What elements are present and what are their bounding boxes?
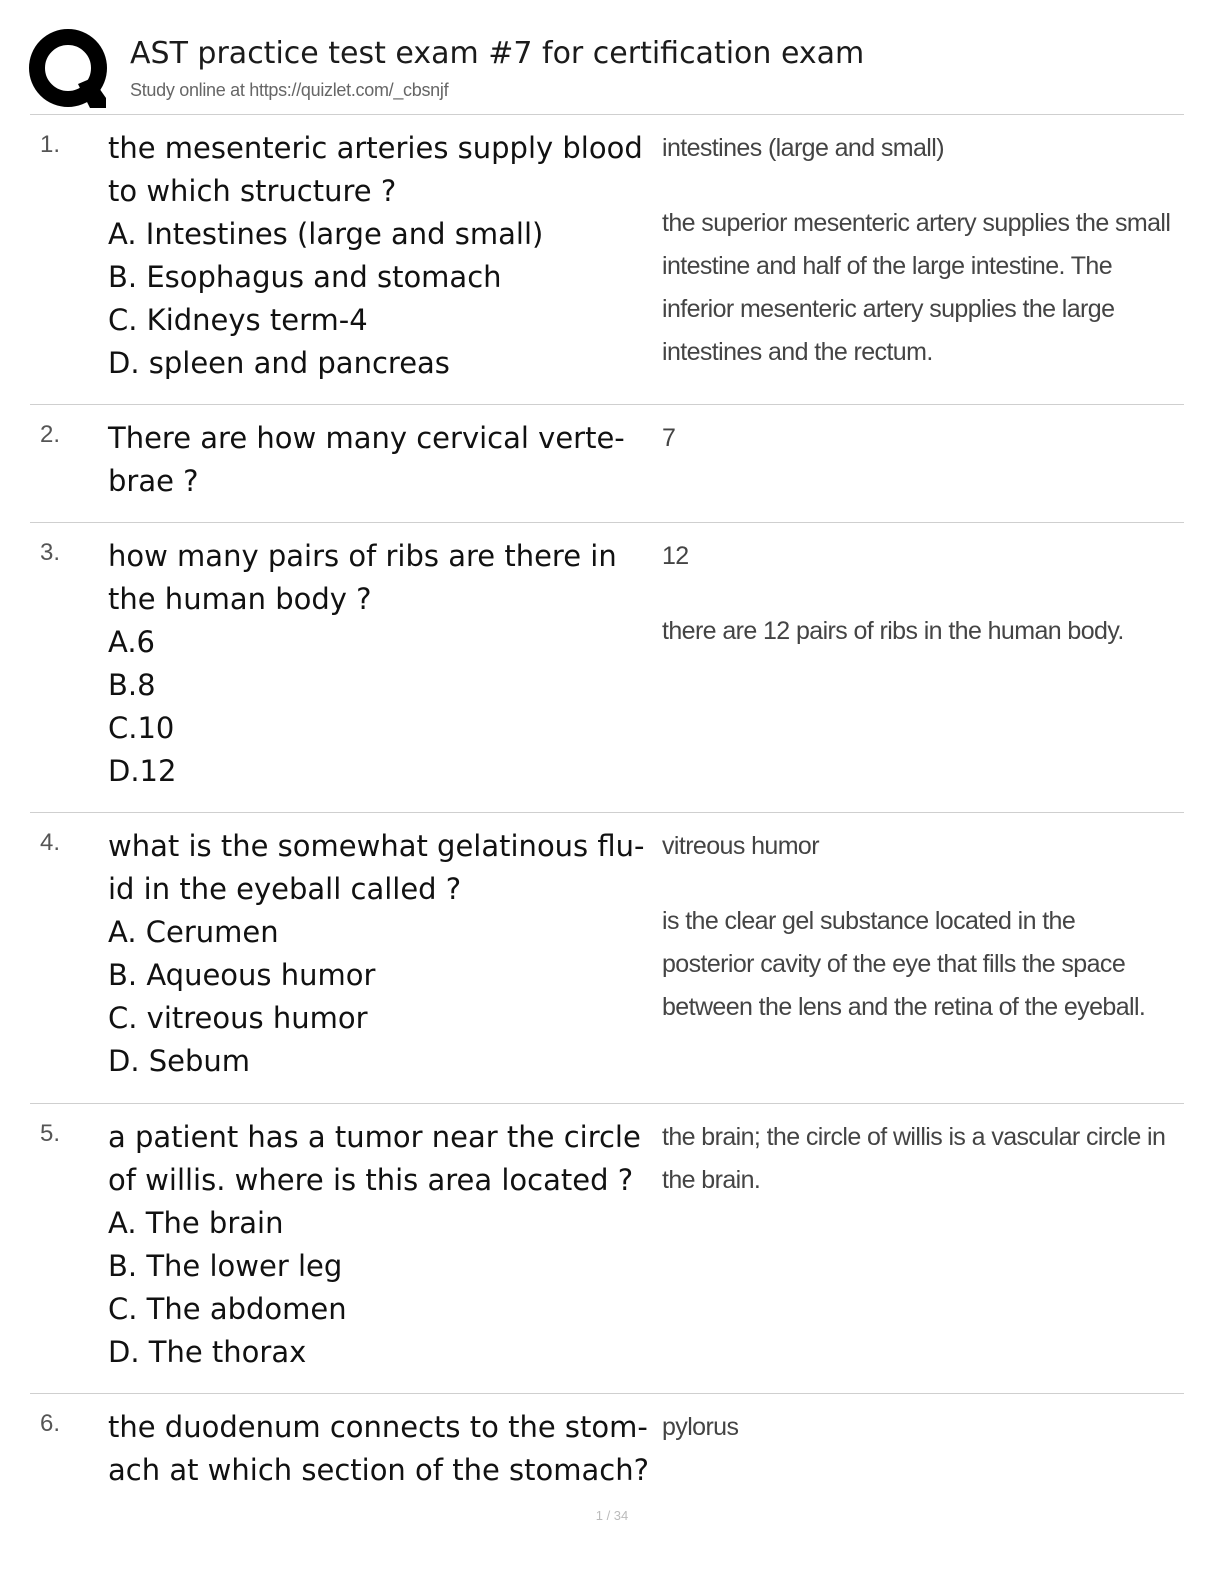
option-c: C. Kidneys term-4 (108, 303, 368, 337)
quizlet-logo-icon (28, 28, 112, 112)
option-d: D.12 (108, 754, 177, 788)
study-online-link[interactable]: Study online at https://quizlet.com/_cbsnjf (130, 80, 449, 100)
question-line: There are how many cervical verte- (108, 421, 625, 455)
answer-text: pylorus (662, 1413, 739, 1441)
question-line: brae ? (108, 464, 199, 498)
explanation-text: there are 12 pairs of ribs in the human body. (662, 617, 1124, 645)
option-a: A.6 (108, 625, 155, 659)
question-text (108, 535, 664, 793)
option-d: D. Sebum (108, 1044, 251, 1078)
question-line: id in the eyeball called ? (108, 872, 462, 906)
option-c: C. The abdomen (108, 1292, 347, 1326)
page-number: 1 / 34 (595, 1508, 629, 1523)
option-c: C.10 (108, 711, 175, 745)
question-text (108, 1116, 664, 1374)
answer-text: 7 (662, 424, 676, 452)
question-text (108, 825, 664, 1083)
card-number: 3. (40, 539, 61, 566)
option-a: A. Cerumen (108, 915, 279, 949)
question-line: to which structure ? (108, 174, 397, 208)
option-d: D. The thorax (108, 1335, 307, 1369)
option-b: B. Aqueous humor (108, 958, 376, 992)
question-line: a patient has a tumor near the circle (108, 1120, 641, 1154)
question-line: what is the somewhat gelatinous flu- (108, 829, 645, 863)
answer-block (662, 417, 1172, 460)
divider (30, 1393, 1184, 1394)
card-number: 1. (40, 131, 61, 158)
question-line: of willis. where is this area located ? (108, 1163, 634, 1197)
card-number: 6. (40, 1410, 61, 1437)
answer-text: vitreous humor (662, 832, 819, 860)
explanation-text: the superior mesenteric artery supplies the small intestine and half of the large intestine. The inferior mesenteric artery supplies the large intestines and the rectum. (662, 209, 1171, 366)
question-line: the human body ? (108, 582, 372, 616)
divider (30, 812, 1184, 813)
answer-text: intestines (large and small) (662, 134, 944, 162)
divider (30, 1103, 1184, 1104)
divider (30, 522, 1184, 523)
option-a: A. Intestines (large and small) (108, 217, 544, 251)
question-line: how many pairs of ribs are there in (108, 539, 617, 573)
answer-block (662, 127, 1172, 374)
page-title: AST practice test exam #7 for certification exam (130, 36, 865, 71)
option-b: B.8 (108, 668, 156, 702)
explanation-text: is the clear gel substance located in the posterior cavity of the eye that fills the space between the lens and the retina of the eyeball. (662, 907, 1146, 1021)
question-line: ach at which section of the stomach? (108, 1453, 649, 1487)
page-header (28, 28, 1188, 114)
divider (30, 114, 1184, 115)
answer-text: the brain; the circle of willis is a vascular circle in the brain. (662, 1123, 1166, 1194)
answer-text: 12 (662, 542, 689, 570)
option-b: B. Esophagus and stomach (108, 260, 502, 294)
question-text (108, 127, 664, 385)
card-number: 4. (40, 829, 61, 856)
answer-block (662, 825, 1172, 1029)
question-text (108, 417, 664, 503)
question-line: the mesenteric arteries supply blood (108, 131, 643, 165)
divider (30, 404, 1184, 405)
card-number: 2. (40, 421, 61, 448)
answer-block (662, 535, 1172, 653)
card-number: 5. (40, 1120, 61, 1147)
question-text (108, 1406, 664, 1492)
answer-block (662, 1116, 1172, 1202)
answer-block (662, 1406, 1172, 1449)
question-line: the duodenum connects to the stom- (108, 1410, 648, 1444)
option-c: C. vitreous humor (108, 1001, 368, 1035)
option-b: B. The lower leg (108, 1249, 343, 1283)
option-d: D. spleen and pancreas (108, 346, 450, 380)
option-a: A. The brain (108, 1206, 284, 1240)
